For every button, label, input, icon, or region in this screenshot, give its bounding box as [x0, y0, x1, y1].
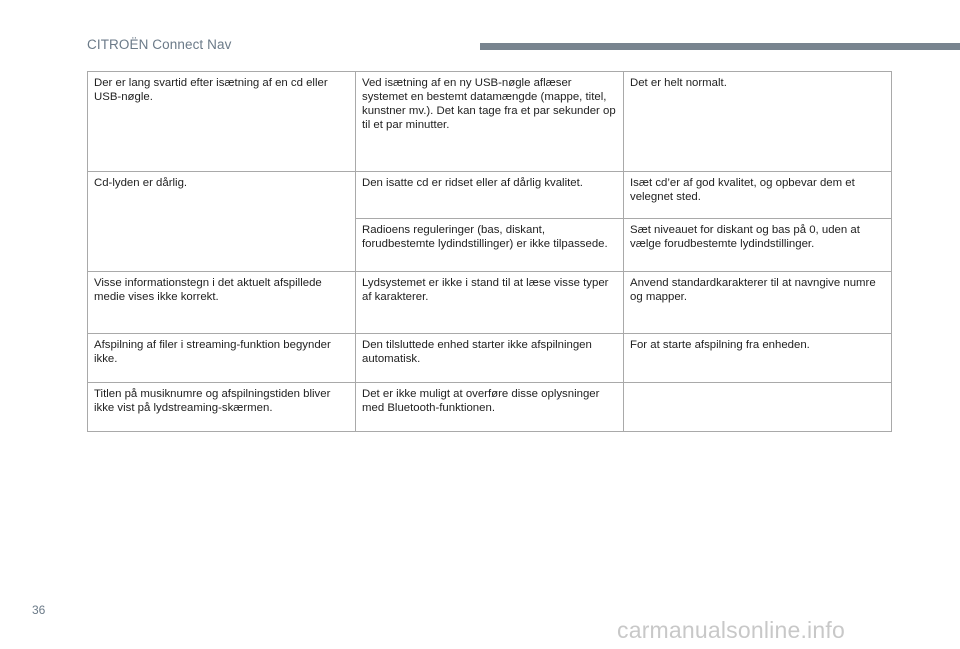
table-row	[88, 334, 892, 383]
header-bar	[480, 43, 960, 50]
solution-cell: Isæt cd’er af god kvalitet, og opbevar dem et velegnet sted.	[624, 172, 892, 219]
watermark: carmanualsonline.info	[617, 617, 845, 643]
cause-cell: Den tilsluttede enhed starter ikke afspilningen automatisk.	[356, 334, 624, 383]
problem-cell: Visse informationstegn i det aktuelt afspillede medie vises ikke korrekt.	[88, 272, 356, 334]
problem-cell: Titlen på musiknumre og afspilningstiden bliver ikke vist på lydstreaming-skærmen.	[88, 383, 356, 432]
problem-cell: Cd-lyden er dårlig.	[88, 172, 356, 272]
cause-cell: Det er ikke muligt at overføre disse oplysninger med Bluetooth-funktionen.	[356, 383, 624, 432]
solution-cell: Anvend standardkarakterer til at navngive numre og mapper.	[624, 272, 892, 334]
table-row	[88, 172, 892, 219]
troubleshooting-table	[87, 71, 892, 432]
cause-cell: Radioens reguleringer (bas, diskant, forudbestemte lydindstillinger) er ikke tilpassede.	[356, 219, 624, 272]
table-row	[88, 272, 892, 334]
cause-cell: Ved isætning af en ny USB-nøgle aflæser systemet en bestemt datamængde (mappe, titel, kunstner mv.). Det kan tage fra et par sekunder op til et par minutter.	[356, 72, 624, 172]
problem-cell: Der er lang svartid efter isætning af en cd eller USB-nøgle.	[88, 72, 356, 172]
solution-cell	[624, 383, 892, 432]
cause-cell: Lydsystemet er ikke i stand til at læse visse typer af karakterer.	[356, 272, 624, 334]
cause-cell: Den isatte cd er ridset eller af dårlig kvalitet.	[356, 172, 624, 219]
solution-cell: For at starte afspilning fra enheden.	[624, 334, 892, 383]
problem-cell: Afspilning af filer i streaming-funktion begynder ikke.	[88, 334, 356, 383]
solution-cell: Det er helt normalt.	[624, 72, 892, 172]
page-number: 36	[32, 603, 46, 617]
solution-cell: Sæt niveauet for diskant og bas på 0, uden at vælge forudbestemte lydindstillinger.	[624, 219, 892, 272]
table-row	[88, 383, 892, 432]
header-title: CITROËN Connect Nav	[87, 37, 232, 52]
table-row	[88, 72, 892, 172]
